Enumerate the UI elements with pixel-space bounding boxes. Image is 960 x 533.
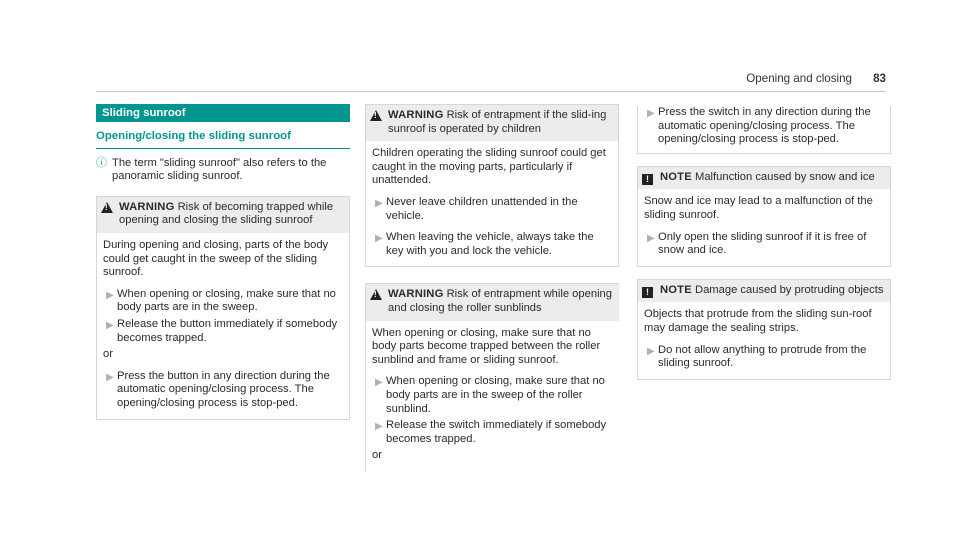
info-note-text: The term "sliding sunroof" also refers to the panoramic sliding sunroof.	[112, 156, 327, 183]
column-3	[637, 104, 891, 380]
warning-box-children	[365, 104, 619, 267]
warning-continuation	[637, 106, 891, 154]
warning-label: WARNING	[388, 109, 444, 121]
warning-label: WARNING	[388, 288, 444, 301]
notice-body: Objects that protrude from the sliding sun-roof may damage the sealing strips.	[644, 308, 872, 334]
arrow-right-icon: ▶	[647, 232, 655, 244]
arrow-right-icon: ▶	[375, 233, 383, 245]
info-icon: ⓘ	[96, 156, 107, 169]
list-item: ▶ When opening or closing, make sure that no body parts are in the sweep of the roller sunblind.	[372, 375, 613, 416]
column-2	[365, 104, 619, 471]
warning-header	[366, 105, 618, 141]
notice-icon: !	[642, 171, 660, 185]
arrow-right-icon: ▶	[647, 108, 655, 119]
list-item: ▶ Press the button in any direction during the automatic opening/closing process. The opening/closing process is stop-ped.	[103, 370, 343, 411]
notice-box-protruding	[637, 279, 891, 380]
list-item: ▶ Never leave children unattended in the vehicle.	[372, 196, 612, 223]
or-label: or	[103, 348, 113, 361]
warning-box-sunblinds	[365, 283, 619, 471]
list-item: ▶ When opening or closing, make sure that no body parts are in the sweep.	[103, 288, 343, 315]
warning-body: When opening or closing, make sure that no body parts become trapped between the roller sunblind and frame or sliding sunroof.	[372, 326, 601, 366]
notice-box-snow	[637, 166, 891, 267]
warning-header	[97, 197, 349, 233]
chapter-title: Opening and closing	[746, 72, 852, 85]
page-header	[96, 72, 886, 92]
notice-title: Malfunction caused by snow and ice	[691, 170, 875, 183]
arrow-right-icon: ▶	[375, 197, 383, 209]
arrow-right-icon: ▶	[106, 289, 114, 301]
list-item: ▶ Only open the sliding sunroof if it is free of snow and ice.	[644, 231, 884, 258]
info-note	[96, 157, 350, 184]
arrow-right-icon: ▶	[375, 377, 383, 389]
page-number: 83	[873, 72, 886, 85]
warning-icon	[370, 288, 388, 315]
arrow-right-icon: ▶	[106, 371, 114, 383]
warning-icon	[101, 201, 119, 228]
warning-box-trapped	[96, 196, 350, 420]
arrow-right-icon: ▶	[375, 421, 383, 433]
warning-title: Risk of entrapment if the slid-ing sunroof is operated by children	[388, 109, 607, 135]
warning-label: WARNING	[119, 200, 175, 213]
list-item: ▶ Do not allow anything to protrude from the sliding sunroof.	[644, 344, 884, 371]
warning-header	[366, 284, 619, 320]
warning-title: Risk of becoming trapped while opening and closing the sliding sunroof	[119, 200, 334, 227]
arrow-right-icon: ▶	[647, 345, 655, 357]
list-item: ▶ Press the switch in any direction during the automatic opening/closing process. The opening/closing process is stop-ped.	[644, 106, 884, 147]
notice-header	[638, 167, 890, 190]
warning-body: Children operating the sliding sunroof could get caught in the moving parts, particularly if unattended.	[372, 147, 606, 187]
warning-icon	[370, 109, 388, 136]
notice-label: NOTE	[660, 170, 692, 183]
arrow-right-icon: ▶	[106, 319, 114, 331]
column-1	[96, 104, 350, 420]
subheading: Opening/closing the sliding sunroof	[96, 130, 350, 149]
list-item: ▶ When leaving the vehicle, always take the key with you and lock the vehicle.	[372, 231, 612, 258]
or-label: or	[372, 449, 382, 462]
section-title: Sliding sunroof	[96, 104, 350, 122]
notice-icon: !	[642, 284, 660, 298]
warning-body: During opening and closing, parts of the body could get caught in the sweep of the sliding sunroof.	[103, 238, 329, 279]
notice-label: NOTE	[660, 283, 692, 296]
notice-title: Damage caused by protruding objects	[691, 283, 884, 296]
warning-title: Risk of entrapment while opening and closing the roller sunblinds	[388, 288, 612, 314]
list-item: ▶ Release the switch immediately if somebody becomes trapped.	[372, 419, 613, 446]
list-item: ▶ Release the button immediately if somebody becomes trapped.	[103, 318, 343, 345]
notice-body: Snow and ice may lead to a malfunction of the sliding sunroof.	[644, 195, 873, 221]
notice-header	[638, 280, 890, 303]
